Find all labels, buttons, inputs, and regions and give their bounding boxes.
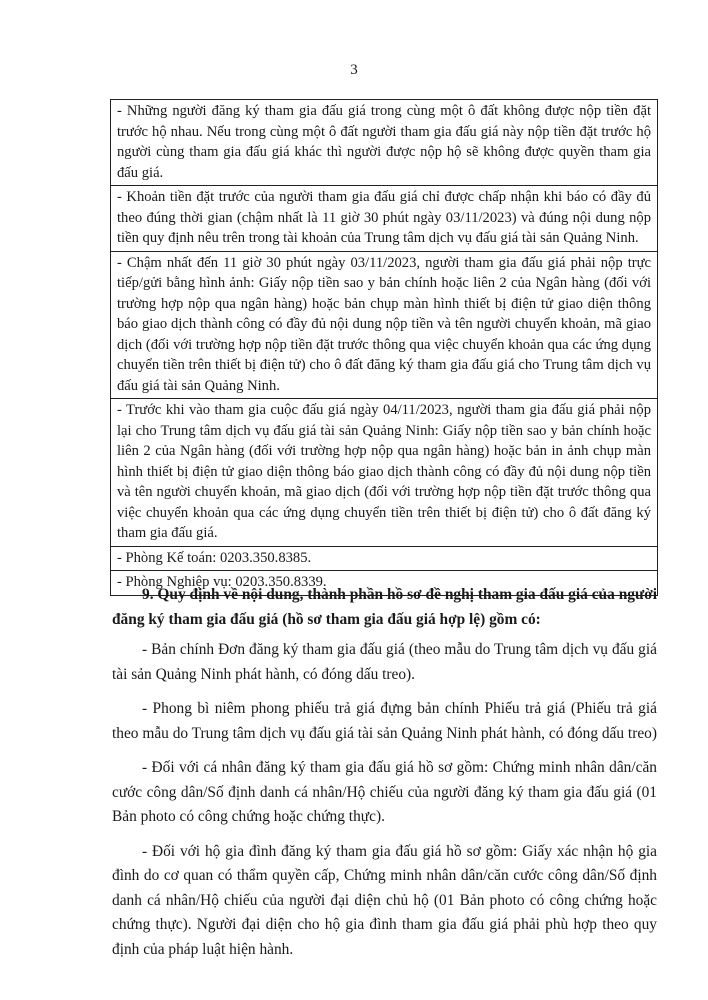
- table-row: - Trước khi vào tham gia cuộc đấu giá ngày 04/11/2023, người tham gia đấu giá phải nộp lại cho Trung tâm dịch vụ đấu giá tài sản Quảng Ninh: Giấy nộp tiền sao y bản chính hoặc liên 2 của Ngân hàng (đối với trường hợp nộp qua ngân hàng) hoặc bản in ảnh chụp màn hình thiết bị điện tử giao diện thông báo giao dịch thành công có đầy đủ nội dung nộp tiền và tên người chuyển khoản, mã giao dịch (đối với trường hợp nộp tiền đặt trước thông qua việc chuyển khoản qua các ứng dụng chuyển tiền trên thiết bị điện tử) cho ô đất đăng ký tham gia đấu giá.: [111, 399, 657, 547]
- paragraph: - Phong bì niêm phong phiếu trả giá đựng bản chính Phiếu trả giá (Phiếu trả giá theo mẫu do Trung tâm dịch vụ đấu giá tài sản Quảng Ninh phát hành, có đóng dấu treo): [112, 700, 657, 742]
- table-row: - Những người đăng ký tham gia đấu giá trong cùng một ô đất không được nộp tiền đặt trước hộ nhau. Nếu trong cùng một ô đất người tham gia đấu giá này nộp tiền đặt trước hộ người cùng tham gia đấu giá khác thì người được nộp hộ sẽ không được quyền tham gia đấu giá.: [111, 100, 657, 186]
- paragraph: - Đối với cá nhân đăng ký tham gia đấu giá hồ sơ gồm: Chứng minh nhân dân/căn cước công dân/Số định danh cá nhân/Hộ chiếu của người đăng ký tham gia đấu giá (01 Bản photo có công chứng hoặc chứng thực).: [112, 759, 657, 825]
- table-row-accounting-phone: - Phòng Kế toán: 0203.350.8385.: [111, 547, 657, 572]
- table-row-operations-phone: - Phòng Nghiệp vụ: 0203.350.8339.: [117, 574, 327, 590]
- paragraph: - Đối với hộ gia đình đăng ký tham gia đấu giá hồ sơ gồm: Giấy xác nhận hộ gia đình do cơ quan có thẩm quyền cấp, Chứng minh nhân dân/căn cước công dân/Số định danh cá nhân/Hộ chiếu của người đại diện chủ hộ (01 Bản photo có công chứng hoặc chứng thực). Người đại diện cho hộ gia đình tham gia đấu giá phải phù hợp theo quy định của pháp luật hiện hành.: [112, 842, 657, 958]
- table-row: - Chậm nhất đến 11 giờ 30 phút ngày 03/11/2023, người tham gia đấu giá phải nộp trực tiếp/gửi bằng hình ảnh: Giấy nộp tiền sao y bản chính hoặc liên 2 của Ngân hàng (đối với trường hợp nộp qua ngân hàng) hoặc bản chụp màn hình thiết bị điện tử giao diện thông báo giao dịch thành công có đầy đủ nội dung nộp tiền và tên người chuyển khoản, mã giao dịch (đối với trường hợp nộp tiền đặt trước thông qua việc chuyển khoản qua các ứng dụng chuyển tiền trên thiết bị điện tử) cho ô đất đăng ký tham gia đấu giá cho Trung tâm dịch vụ đấu giá tài sản Quảng Ninh.: [111, 252, 657, 400]
- table-row: - Khoản tiền đặt trước của người tham gia đấu giá chỉ được chấp nhận khi báo có đầy đủ theo đúng thời gian (chậm nhất là 11 giờ 30 phút ngày 03/11/2023) và đúng nội dung nộp tiền quy định nêu trên trong tài khoản của Trung tâm dịch vụ đấu giá tài sản Quảng Ninh.: [111, 186, 657, 252]
- paragraph: - Bản chính Đơn đăng ký tham gia đấu giá (theo mẫu do Trung tâm dịch vụ đấu giá tài sản Quảng Ninh phát hành, có đóng dấu treo).: [112, 641, 657, 683]
- section-9: [112, 583, 657, 972]
- section-heading: 9. Quy định về nội dung, thành phần hồ sơ đề nghị tham gia đấu giá của người đăng ký tham gia đấu giá (hồ sơ tham gia đấu giá hợp lệ) gồm có:: [112, 586, 657, 628]
- page-number: 3: [350, 62, 358, 78]
- deposit-rules-table: [110, 99, 658, 596]
